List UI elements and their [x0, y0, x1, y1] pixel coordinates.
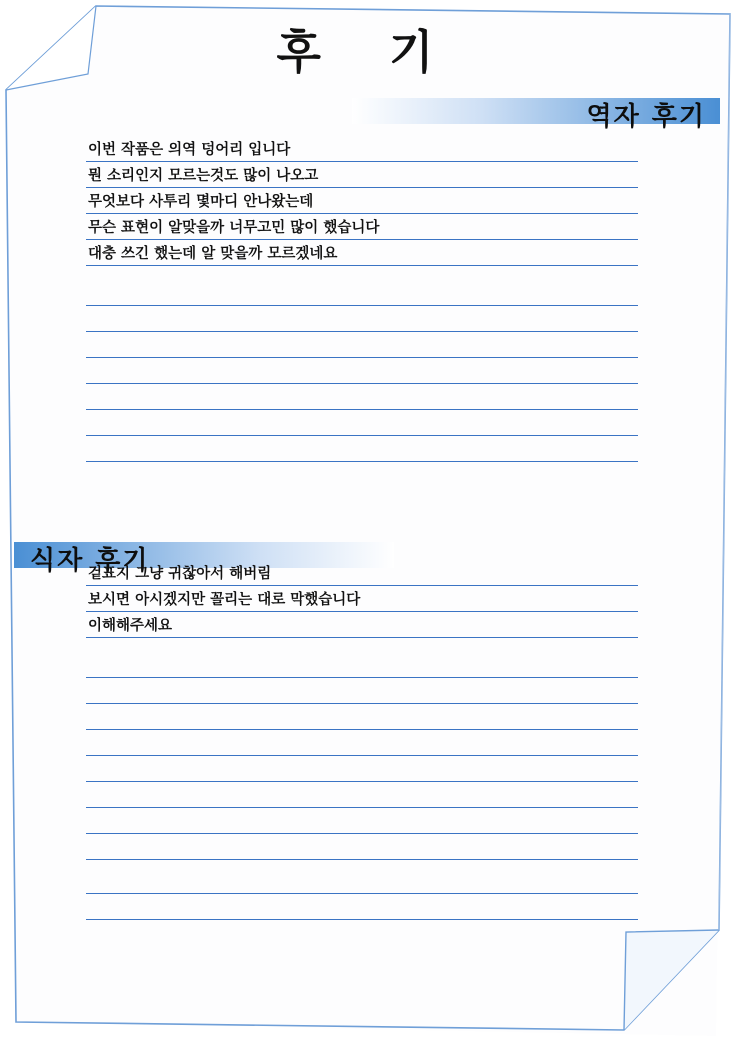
ruled-line: [86, 808, 638, 834]
line-text: 뭔 소리인지 모르는것도 많이 나오고: [88, 168, 319, 184]
lines-translator: [86, 136, 638, 462]
ruled-line: [86, 678, 638, 704]
ruled-line: [86, 384, 638, 410]
ruled-line: [86, 240, 638, 266]
ruled-line: [86, 162, 638, 188]
ruled-line: [86, 860, 638, 894]
line-text: 보시면 아시겠지만 꼴리는 대로 막했습니다: [88, 592, 361, 608]
line-text: 겉표지 그냥 귀찮아서 해버림: [88, 566, 272, 582]
rule: [86, 919, 638, 920]
ruled-line: [86, 358, 638, 384]
ruled-line: [86, 436, 638, 462]
ruled-line: [86, 704, 638, 730]
ruled-line: [86, 638, 638, 678]
ruled-line: [86, 214, 638, 240]
line-text: 무슨 표현이 알맞을까 너무고민 많이 했습니다: [88, 220, 380, 236]
ruled-line: [86, 756, 638, 782]
line-text: 대충 쓰긴 했는데 알 맞을까 모르겠네요: [88, 246, 338, 262]
ruled-line: [86, 306, 638, 332]
rule: [86, 461, 638, 462]
section-header-translator: [352, 98, 720, 132]
ruled-line: [86, 560, 638, 586]
ruled-line: [86, 782, 638, 808]
ruled-line: [86, 136, 638, 162]
ruled-line: [86, 410, 638, 436]
line-text: 이번 작품은 의역 덩어리 입니다: [88, 142, 291, 158]
ruled-line: [86, 894, 638, 920]
ruled-line: [86, 332, 638, 358]
section-title-typesetter: 식자 후기: [30, 546, 150, 576]
ruled-line: [86, 834, 638, 860]
section-title-translator: 역자 후기: [586, 102, 706, 132]
page-title: 후 기: [276, 25, 460, 79]
ruled-line: [86, 586, 638, 612]
line-text: 무엇보다 사투리 몇마디 안나왔는데: [88, 194, 314, 210]
lines-typesetter: [86, 560, 638, 920]
ruled-line: [86, 266, 638, 306]
line-text: 이해해주세요: [88, 618, 173, 634]
ruled-line: [86, 188, 638, 214]
ruled-line: [86, 612, 638, 638]
ruled-line: [86, 730, 638, 756]
